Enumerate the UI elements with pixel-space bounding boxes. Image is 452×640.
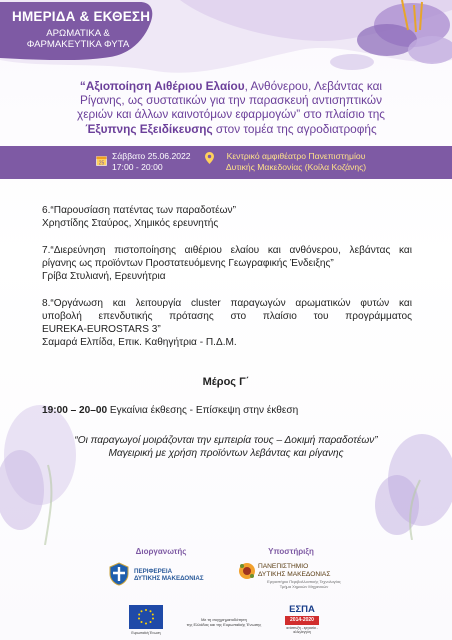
- part-title: Μέρος Γ΄: [202, 376, 250, 388]
- cofunding-text: [182, 618, 266, 627]
- program-item-title: 8.“Οργάνωση και λειτουργία cluster παραγωγών αρωματικών φυτών και: [42, 298, 412, 309]
- opening-line: [42, 405, 298, 416]
- venue-line-2: Δυτικής Μακεδονίας (Κοίλα Κοζάνης): [225, 162, 367, 172]
- crocus-flower-icon: [292, 0, 452, 75]
- cofunding-line-2: της Ελλάδας και της Ευρωπαϊκής Ένωσης: [186, 621, 262, 627]
- program-item: [42, 204, 412, 230]
- headline-part-2: , Ανθόνερου, Λεβάντας και: [244, 79, 383, 93]
- program-item: [42, 297, 412, 349]
- organizer-label: Διοργανωτής: [135, 547, 187, 556]
- university-line-2: ΔΥΤΙΚΗΣ ΜΑΚΕΔΟΝΙΑΣ: [258, 570, 331, 578]
- calendar-icon: [96, 155, 107, 166]
- venue-line-1: Κεντρικό αμφιθέατρο Πανεπιστημίου: [226, 151, 366, 161]
- program-item-title: 7.“Διερεύνηση πιστοποίησης αιθέριου ελαίου και ανθόνερου, λεβάντας και: [42, 245, 412, 256]
- university-sub-line-1: Εργαστήριο Περιβαλλοντικής Τεχνολογίας: [267, 579, 341, 584]
- event-subtitle-line2: ΦΑΡΜΑΚΕΥΤΙΚΑ ΦΥΤΑ: [26, 39, 130, 50]
- program-item-speaker: Χρηστίδης Σταύρος, Χημικός ερευνητής: [42, 218, 219, 229]
- university-logo-text: [258, 563, 330, 578]
- eu-caption: Ευρωπαϊκή Ένωση: [131, 631, 161, 635]
- headline-line-3: χεριών και άλλων καινοτόμων εφαρμογών” στο πλαίσιο της: [77, 107, 385, 122]
- event-venue: [216, 151, 376, 173]
- lavender-flower-right-icon: [342, 410, 452, 540]
- headline-bold-1: “Αξιοποίηση Αιθέριου Ελαίου: [79, 79, 245, 93]
- espa-logo-title: ΕΣΠΑ: [289, 604, 315, 615]
- event-subtitle-line1: ΑΡΩΜΑΤΙΚΑ &: [46, 28, 110, 39]
- opening-text: Εγκαίνια έκθεσης - Επίσκεψη στην έκθεση: [107, 405, 299, 416]
- event-headline: [56, 79, 406, 136]
- program-item-title: EUREKA-EUROSTARS 3”: [42, 324, 161, 335]
- region-logo-text: [134, 568, 204, 582]
- eu-flag-icon: [129, 605, 163, 629]
- university-department: [246, 580, 362, 589]
- university-logo-icon: [238, 562, 256, 580]
- headline-part-4: στον τομέα της αγροδιατροφής: [212, 121, 377, 136]
- program-item-speaker: Γρίβα Στυλιανή, Ερευνήτρια: [42, 271, 166, 282]
- university-line-1: ΠΑΝΕΠΙΣΤΗΜΙΟ: [258, 563, 309, 570]
- program-list: [42, 204, 412, 362]
- program-item-title: 6.“Παρουσίαση πατέντας των παραδοτέων”: [42, 205, 236, 216]
- supporter-label: Υποστήριξη: [268, 547, 314, 556]
- region-line-1: ΠΕΡΙΦΕΡΕΙΑ: [134, 568, 173, 575]
- greek-emblem-icon: [108, 562, 130, 586]
- event-subtitle: [22, 28, 134, 50]
- event-type-title: ΗΜΕΡΙΔΑ & ΕΚΘΕΣΗ: [12, 9, 151, 24]
- quote-line-1: “Οι παραγωγοί μοιράζονται την εμπειρία τους – Δοκιμή παραδοτέων”: [74, 435, 378, 446]
- headline-bold-2: Έξυπνης Εξειδίκευσης: [85, 121, 213, 136]
- program-item-title: υποβολή επενδυτικής πρότασης στο πλαίσιο του προγράμματος: [42, 311, 412, 322]
- espa-logo-tagline: ανάπτυξη - εργασία - αλληλεγγύη: [286, 626, 318, 634]
- espa-logo-years: 2014-2020: [285, 616, 319, 625]
- cofunding-line-1: Με τη συγχρηματοδότηση: [201, 617, 247, 622]
- opening-time: 19:00 – 20–00: [42, 405, 108, 416]
- location-pin-icon: [205, 152, 214, 164]
- headline-line-2: Ρίγανης, ως συστατικών για την παρασκευή αντισηπτικών: [79, 93, 383, 108]
- program-item-speaker: Σαμαρά Ελπίδα, Επικ. Καθηγήτρια - Π.Δ.Μ.: [42, 337, 237, 348]
- event-time: 17:00 - 20:00: [112, 162, 163, 172]
- quote-line-2: Μαγειρική με χρήση προϊόντων λεβάντας και ρίγανης: [108, 448, 344, 459]
- svg-text:25: 25: [98, 160, 105, 166]
- university-sub-line-2: Τμήμα Χημικών Μηχανικών: [279, 583, 329, 589]
- closing-quote: [30, 434, 422, 460]
- region-line-2: ΔΥΤΙΚΗΣ ΜΑΚΕΔΟΝΙΑΣ: [134, 575, 204, 582]
- program-item: [42, 244, 412, 283]
- event-date: Σάββατο 25.06.2022: [112, 151, 191, 161]
- program-item-title: ρίγανης ως προϊόντων Προστατευόμενης Γεωγραφικής Ένδειξης”: [42, 258, 334, 269]
- lavender-flower-left-icon: [0, 395, 110, 545]
